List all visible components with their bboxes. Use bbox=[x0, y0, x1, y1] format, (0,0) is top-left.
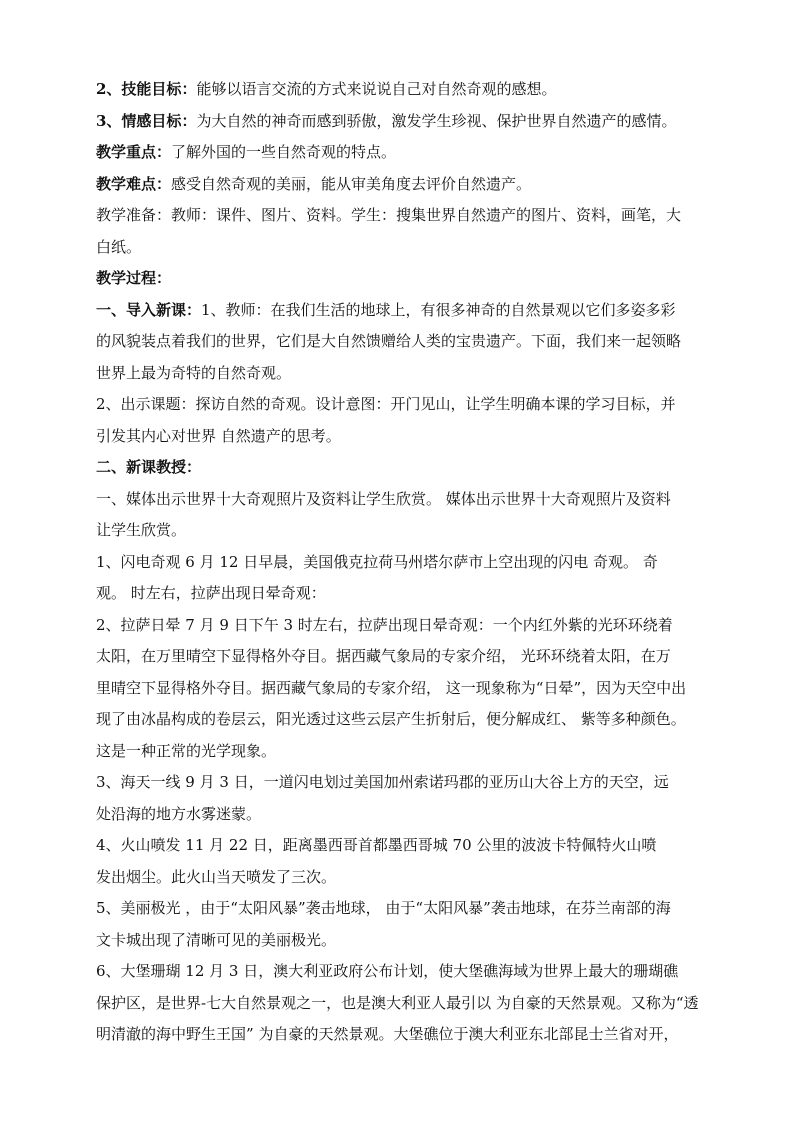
new-lesson-heading-line bbox=[96, 452, 722, 484]
reef-text-cont-1: 保护区，是世界-七大自然景观之一，也是澳大利亚人最引以 为自豪的天然景观。又称为“透 bbox=[96, 993, 699, 1012]
key-point-line bbox=[96, 137, 722, 169]
aurora-text: 5、美丽极光 ，由于“太阳风暴”袭击地球， 由于“太阳风暴”袭击地球，在芬兰南部的海 bbox=[96, 899, 671, 917]
topic-line bbox=[96, 389, 722, 421]
skill-goal-text: 能够以语言交流的方式来说说自己对自然奇观的感想。 bbox=[196, 80, 557, 98]
halo-text-cont-4: 这是一种正常的光学现象。 bbox=[96, 741, 277, 760]
media-text-cont: 让学生欣赏。 bbox=[96, 521, 187, 539]
skill-goal-label: 2、技能目标： bbox=[96, 80, 197, 98]
reef-line-cont-1 bbox=[96, 988, 722, 1020]
emotion-goal-line bbox=[96, 106, 722, 138]
volcano-text: 4、火山喷发 11 月 22 日，距离墨西哥首都墨西哥城 70 公里的波波卡特佩特火山喷 bbox=[96, 836, 657, 854]
lightning-text-cont: 观。 时左右，拉萨出现日晕奇观： bbox=[96, 584, 326, 602]
halo-line bbox=[96, 610, 722, 642]
intro-text: 1、教师：在我们生活的地球上，有很多神奇的自然景观以它们多姿多彩 bbox=[201, 300, 676, 319]
media-line bbox=[96, 484, 722, 516]
media-text: 一、媒体出示世界十大奇观照片及资料让学生欣赏。 媒体出示世界十大奇观照片及资料 bbox=[96, 489, 671, 508]
topic-line-cont bbox=[96, 421, 722, 453]
sea-sky-text-cont: 处沿海的地方水雾迷蒙。 bbox=[96, 804, 262, 823]
lightning-line-cont bbox=[96, 578, 722, 610]
halo-text-cont-3: 现了由冰晶构成的卷层云，阳光透过这些云层产生折射后，便分解成红、 紫等多种颜色。 bbox=[96, 710, 686, 728]
halo-text: 2、拉萨日晕 7 月 9 日下午 3 时左右，拉萨出现日晕奇观：一个内红外紫的光环环绕着 bbox=[96, 615, 673, 634]
preparation-text-cont: 白纸。 bbox=[96, 237, 142, 256]
halo-line-cont-2 bbox=[96, 673, 722, 705]
sea-sky-line bbox=[96, 767, 722, 799]
skill-goal-line bbox=[96, 74, 722, 106]
halo-line-cont-1 bbox=[96, 641, 722, 673]
intro-text-cont-1: 的风貌装点着我们的世界，它们是大自然馈赠给人类的宝贵遗产。下面，我们来一起领略 bbox=[96, 332, 682, 350]
intro-label: 一、导入新课： bbox=[96, 300, 202, 319]
aurora-text-cont: 文卡城出现了清晰可见的美丽极光。 bbox=[96, 930, 337, 949]
sea-sky-line-cont bbox=[96, 799, 722, 831]
preparation-line-cont bbox=[96, 232, 722, 264]
volcano-line-cont bbox=[96, 862, 722, 894]
emotion-goal-text: 为大自然的神奇而感到骄傲，激发学生珍视、保护世界自然遗产的感情。 bbox=[196, 111, 677, 130]
process-heading-line bbox=[96, 263, 722, 295]
halo-text-cont-1: 太阳，在万里晴空下显得格外夺目。据西藏气象局的专家介绍， 光环环绕着太阳，在万 bbox=[96, 647, 671, 665]
reef-text-cont-2: 明清澈的海中野生王国” 为自豪的天然景观。大堡礁位于澳大利亚东北部昆士兰省对开， bbox=[96, 1025, 679, 1043]
halo-text-cont-2: 里晴空下显得格外夺目。据西藏气象局的专家介绍， 这一现象称为“日晕”，因为天空中出 bbox=[96, 678, 687, 697]
reef-text: 6、大堡珊瑚 12 月 3 日，澳大利亚政府公布计划，使大堡礁海域为世界上最大的珊瑚礁 bbox=[96, 962, 679, 980]
halo-line-cont-3 bbox=[96, 704, 722, 736]
reef-line bbox=[96, 956, 722, 988]
document-page bbox=[96, 74, 722, 1051]
lightning-text: 1、闪电奇观 6 月 12 日早晨，美国俄克拉荷马州塔尔萨市上空出现的闪电 奇观。 奇 bbox=[96, 552, 658, 571]
preparation-line bbox=[96, 200, 722, 232]
halo-line-cont-4 bbox=[96, 736, 722, 768]
new-lesson-heading: 二、新课教授： bbox=[96, 458, 202, 476]
topic-text-cont: 引发其内心对世界 自然遗产的思考。 bbox=[96, 426, 341, 445]
topic-text: 2、出示课题：探访自然的奇观。设计意图：开门见山，让学生明确本课的学习目标，并 bbox=[96, 395, 676, 413]
intro-text-cont-2: 世界上最为奇特的自然奇观。 bbox=[96, 363, 292, 382]
volcano-line bbox=[96, 830, 722, 862]
volcano-text-cont: 发出烟尘。此火山当天喷发了三次。 bbox=[96, 867, 337, 886]
intro-line-cont-1 bbox=[96, 326, 722, 358]
aurora-line-cont bbox=[96, 925, 722, 957]
sea-sky-text: 3、海天一线 9 月 3 日，一道闪电划过美国加州索诺玛郡的亚历山大谷上方的天空，远 bbox=[96, 773, 669, 791]
emotion-goal-label: 3、情感目标： bbox=[96, 111, 197, 130]
process-heading: 教学过程： bbox=[96, 269, 172, 287]
difficulty-label: 教学难点： bbox=[96, 174, 172, 193]
reef-line-cont-2 bbox=[96, 1019, 722, 1051]
lightning-line bbox=[96, 547, 722, 579]
intro-line-cont-2 bbox=[96, 358, 722, 390]
key-point-text: 了解外国的一些自然奇观的特点。 bbox=[171, 143, 397, 161]
media-line-cont bbox=[96, 515, 722, 547]
intro-line bbox=[96, 295, 722, 327]
aurora-line bbox=[96, 893, 722, 925]
difficulty-text: 感受自然奇观的美丽，能从审美角度去评价自然遗产。 bbox=[171, 174, 532, 193]
difficulty-line bbox=[96, 169, 722, 201]
key-point-label: 教学重点： bbox=[96, 143, 172, 161]
preparation-text: 教学准备：教师：课件、图片、资料。学生：搜集世界自然遗产的图片、资料，画笔，大 bbox=[96, 206, 682, 224]
